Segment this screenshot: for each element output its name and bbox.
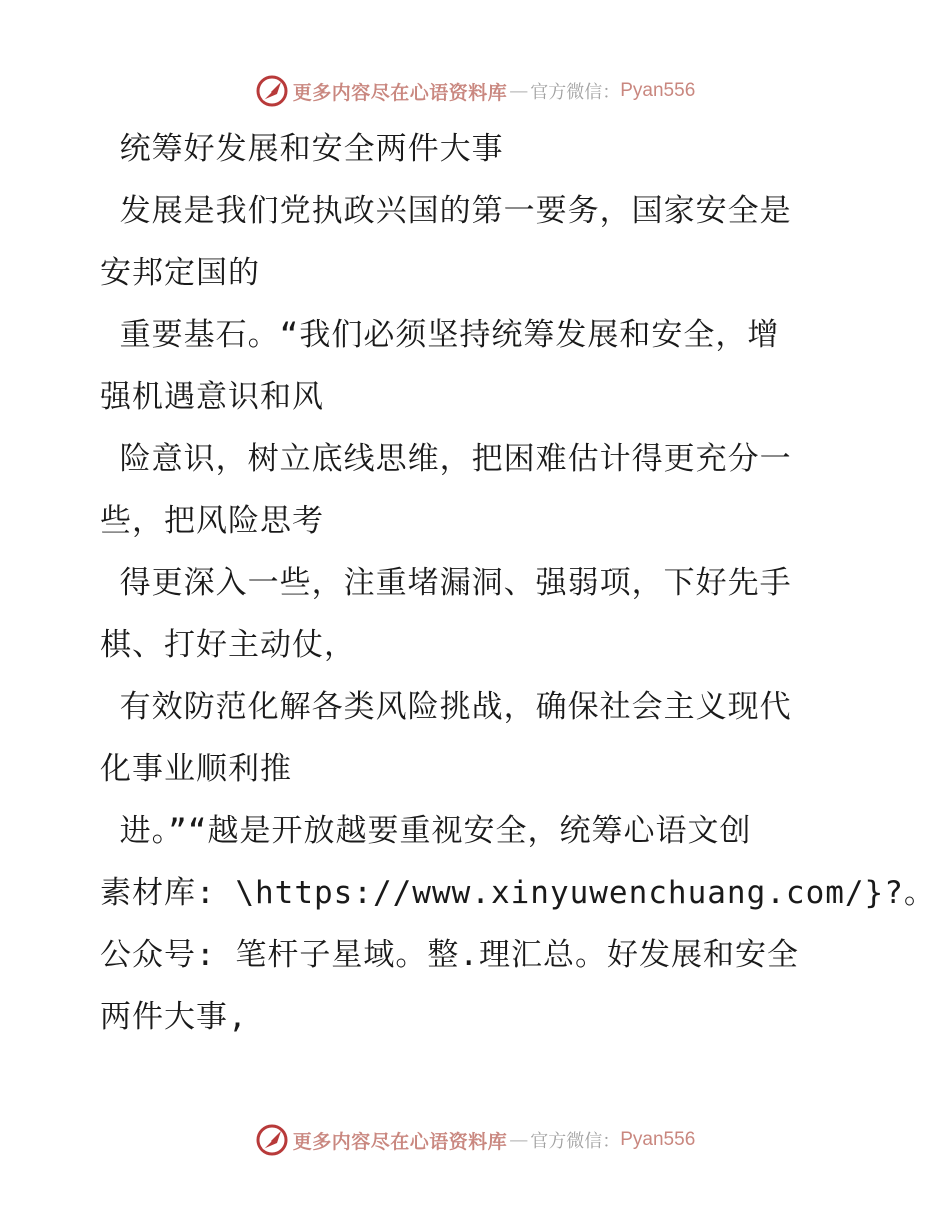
document-line: 棋、打好主动仗，	[100, 627, 356, 663]
footer-watermark-banner	[0, 1120, 950, 1160]
document-line: 重要基石。“我们必须坚持统筹发展和安全，增	[100, 317, 780, 353]
footer-banner-text: 更多内容尽在心语资料库	[292, 1130, 508, 1153]
document-line: 险意识，树立底线思维，把困难估计得更充分一	[100, 441, 792, 477]
document-line: 发展是我们党执政兴国的第一要务，国家安全是	[100, 193, 792, 229]
document-line: 化事业顺利推	[100, 751, 292, 787]
document-line: 素材库: \https://www.xinyuwenchuang.com/}?。	[100, 875, 936, 911]
quill-logo-icon	[255, 74, 289, 108]
document-line: 统筹好发展和安全两件大事	[100, 131, 504, 167]
quill-logo-icon	[255, 1123, 289, 1157]
footer-banner-wechat-id: Pyan556	[620, 1129, 696, 1150]
header-banner-separator: —	[509, 80, 529, 102]
document-line: 公众号: 笔杆子星域。整.理汇总。好发展和安全	[100, 937, 799, 973]
document-line: 进。”“越是开放越要重视安全，统筹心语文创	[100, 813, 752, 849]
header-banner-wechat-id: Pyan556	[620, 80, 696, 101]
footer-banner-wechat-label: 官方微信：	[530, 1131, 621, 1152]
header-watermark-banner	[0, 71, 950, 111]
document-line: 些，把风险思考	[100, 503, 324, 539]
footer-banner-separator: —	[509, 1129, 529, 1151]
document-body	[100, 118, 936, 1048]
document-line: 得更深入一些，注重堵漏洞、强弱项，下好先手	[100, 565, 792, 601]
document-line: 有效防范化解各类风险挑战，确保社会主义现代	[100, 689, 792, 725]
document-line: 安邦定国的	[100, 255, 260, 291]
header-banner-wechat-label: 官方微信：	[530, 82, 621, 103]
header-banner-text: 更多内容尽在心语资料库	[292, 81, 508, 104]
document-line: 两件大事,	[100, 999, 248, 1035]
document-line: 强机遇意识和风	[100, 379, 324, 415]
